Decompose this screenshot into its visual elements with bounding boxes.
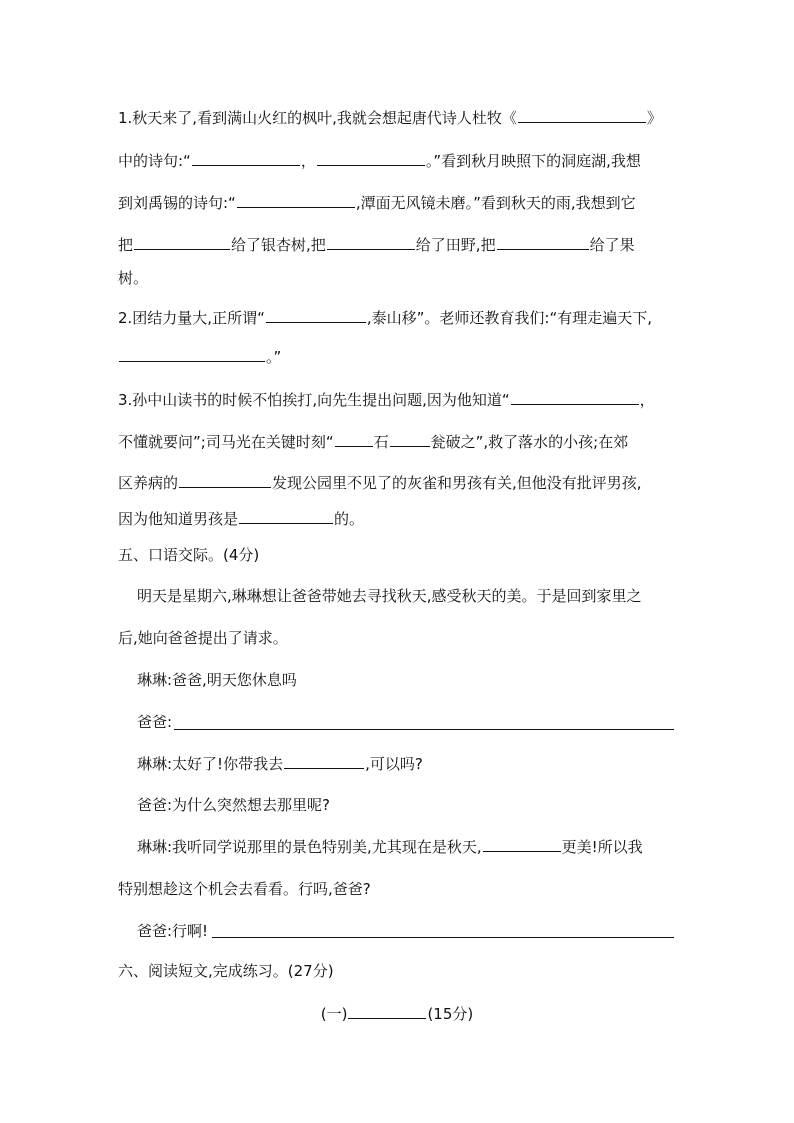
answer-blank[interactable] — [518, 107, 646, 123]
text: 石 — [373, 433, 389, 451]
dialogue-line-4: 爸爸:为什么突然想去那里呢? — [137, 796, 331, 814]
answer-blank[interactable] — [483, 836, 561, 852]
text: ,可以吗? — [365, 755, 423, 773]
text: 爸爸: — [137, 713, 173, 731]
text: 瓮破之”,救了落水的小孩;在郊 — [430, 433, 629, 451]
answer-blank[interactable] — [497, 234, 589, 250]
text: 把 — [118, 236, 134, 254]
q3-line-1 — [118, 389, 655, 410]
text: 区养病的 — [118, 474, 179, 492]
q1-line-1 — [118, 107, 662, 128]
dialogue-line-2 — [137, 712, 172, 732]
text: ,潭面无风镜未磨。”看到秋天的雨,我想到它 — [355, 194, 636, 212]
answer-blank[interactable] — [179, 472, 271, 488]
answer-blank[interactable] — [237, 192, 355, 208]
dialogue-line-1: 琳琳:爸爸,明天您休息吗 — [137, 671, 297, 689]
section-5-heading: 五、口语交际。(4分) — [118, 546, 260, 564]
dialogue-line-3 — [137, 753, 423, 774]
text: 3.孙中山读书的时候不怕挨打,向先生提出问题,因为他知道“ — [118, 391, 510, 409]
text: 。”看到秋月映照下的洞庭湖,我想 — [425, 152, 641, 170]
q1-line-5 — [118, 268, 148, 288]
text: 因为他知道男孩是 — [118, 510, 239, 528]
text: 1.秋天来了,看到满山火红的枫叶,我就会想起唐代诗人杜牧《 — [118, 109, 517, 127]
passage-1-title — [0, 1003, 794, 1024]
text: (15分) — [427, 1005, 474, 1023]
answer-blank[interactable] — [348, 1003, 426, 1019]
text: 琳琳:太好了!你带我去 — [137, 755, 284, 773]
text: 的。 — [334, 510, 365, 528]
text: ， — [300, 152, 316, 170]
text: ,泰山移”。老师还教育我们:“有理走遍天下, — [366, 309, 652, 327]
q3-line-4 — [118, 508, 364, 529]
text: 给了银杏树,把 — [231, 236, 326, 254]
answer-blank[interactable] — [119, 346, 265, 362]
answer-blank[interactable] — [327, 234, 415, 250]
text: 更美!所以我 — [561, 838, 643, 856]
section-5-intro-line-1: 明天是星期六,琳琳想让爸爸带她去寻找秋天,感受秋天的美。于是回到家里之 — [137, 587, 642, 605]
text: 爸爸:行啊! — [137, 922, 209, 940]
section-6-heading: 六、阅读短文,完成练习。(27分) — [118, 962, 334, 980]
q1-line-3 — [118, 192, 636, 213]
q2-line-2 — [118, 346, 281, 367]
q3-line-2 — [118, 431, 628, 452]
answer-blank[interactable] — [317, 150, 425, 166]
text: (一) — [320, 1005, 348, 1023]
text: 琳琳:我听同学说那里的景色特别美,尤其现在是秋天, — [137, 838, 482, 856]
q2-line-1 — [118, 307, 652, 328]
answer-line[interactable] — [174, 728, 674, 730]
text: 给了田野,把 — [415, 236, 496, 254]
q3-line-3 — [118, 472, 642, 493]
text: 树。 — [118, 269, 149, 287]
text: 中的诗句:“ — [118, 152, 191, 170]
answer-blank[interactable] — [390, 431, 430, 447]
section-5-intro-line-2: 后,她向爸爸提出了请求。 — [118, 629, 288, 647]
answer-blank[interactable] — [266, 307, 366, 323]
dialogue-line-5 — [137, 836, 643, 857]
text: 》 — [646, 109, 662, 127]
answer-blank[interactable] — [511, 389, 639, 405]
text: 给了果 — [589, 236, 635, 254]
q1-line-2 — [118, 150, 641, 171]
dialogue-line-7 — [137, 921, 208, 941]
answer-blank[interactable] — [134, 234, 230, 250]
answer-blank[interactable] — [192, 150, 300, 166]
text: 。” — [266, 348, 282, 366]
answer-line[interactable] — [212, 936, 674, 938]
dialogue-line-6: 特别想趁这个机会去看看。行吗,爸爸? — [118, 880, 371, 898]
q1-line-4 — [118, 234, 635, 255]
text: 2.团结力量大,正所谓“ — [118, 309, 265, 327]
answer-blank[interactable] — [335, 431, 373, 447]
text: 到刘禹锡的诗句:“ — [118, 194, 236, 212]
text: ， — [639, 391, 655, 409]
text: 发现公园里不见了的灰雀和男孩有关,但他没有批评男孩, — [272, 474, 642, 492]
answer-blank[interactable] — [284, 753, 364, 769]
text: 不懂就要问”;司马光在关键时刻“ — [118, 433, 334, 451]
answer-blank[interactable] — [239, 508, 333, 524]
